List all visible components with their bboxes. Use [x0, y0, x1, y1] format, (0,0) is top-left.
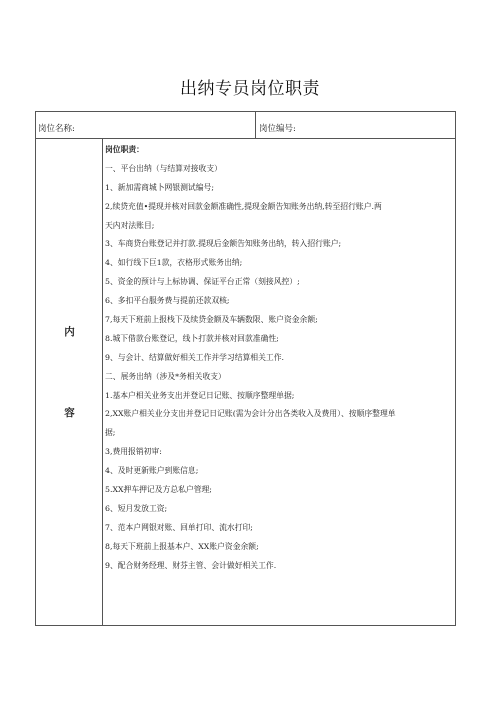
side-label-char-2: 容: [64, 407, 75, 419]
duty-line: 5、资金的预计与上标协调、保证平台正常（刻接风控）;: [105, 277, 300, 287]
duty-heading: 岗位职责：: [105, 145, 144, 154]
duty-line: 2,XX账户相关业分支出并登记日记账(需为会计分出各类收入及费用）、按顺序整理单: [105, 409, 396, 419]
side-label-char-1: 内: [64, 326, 75, 338]
duty-line: 1.基本户相关业务支出并登记日记账、按顺序整理单据;: [105, 390, 295, 400]
page-title: 出纳专员岗位职责: [180, 79, 320, 99]
duty-line: 4、及时更新账户到账信息;: [105, 466, 199, 476]
duty-line: 8,每天下班前上报基本户、XX账户资金余额;: [105, 541, 259, 551]
duty-line: 2,续贷充值•提现并核对回款金额准确性,提现金额告知账务出纳,转至招行账户.两: [105, 201, 382, 211]
section-heading: 一、平台出纳（与结算对接收支）: [105, 163, 222, 173]
duty-line: 1、新加需商城卜网银测试编号;: [105, 182, 214, 192]
duty-line: 6、短月发放工资;: [105, 503, 168, 513]
duty-line: 7,每天下班前上报栈下及续贷金额及车辆数限、账户资金余额;: [105, 315, 318, 325]
table-header-row: [36, 112, 455, 139]
duty-line: 9、与会计、结算做好相关工作并学习结算相关工作.: [105, 352, 284, 362]
duty-line: 8.城下借款台账登记，线卜打款并核对回款准确性;: [105, 333, 279, 343]
duty-line: 9、配合财务经理、财芬主管、会计做好相关工作.: [105, 560, 277, 570]
content-side-label: [36, 139, 103, 625]
duty-line: 4、如行线下巨1款，衣格形式账务出纳;: [105, 258, 243, 268]
duty-line: 天内对法账目;: [105, 220, 155, 230]
duty-line: 6、多扣平台服务费与提前还款双核;: [105, 296, 230, 306]
duty-line: 5.XX押车押记及方总私户管理;: [105, 485, 212, 495]
section-heading: 二、展务出纳（涉及*务相关收支）: [105, 371, 226, 381]
position-number-label: 岗位编号:: [259, 124, 296, 134]
duty-content: [105, 141, 451, 575]
position-name-label: 岗位名称:: [36, 112, 256, 138]
duty-line: 3、车商贷台账登记并打款.提现后金额告知账务出纳，转入招行账户;: [105, 239, 342, 249]
duty-line: 3,费用报销初审:: [105, 447, 162, 457]
duty-line: 7、范本户网银对账、回单打印、流水打印;: [105, 522, 253, 532]
duty-line: 据;: [105, 428, 116, 438]
